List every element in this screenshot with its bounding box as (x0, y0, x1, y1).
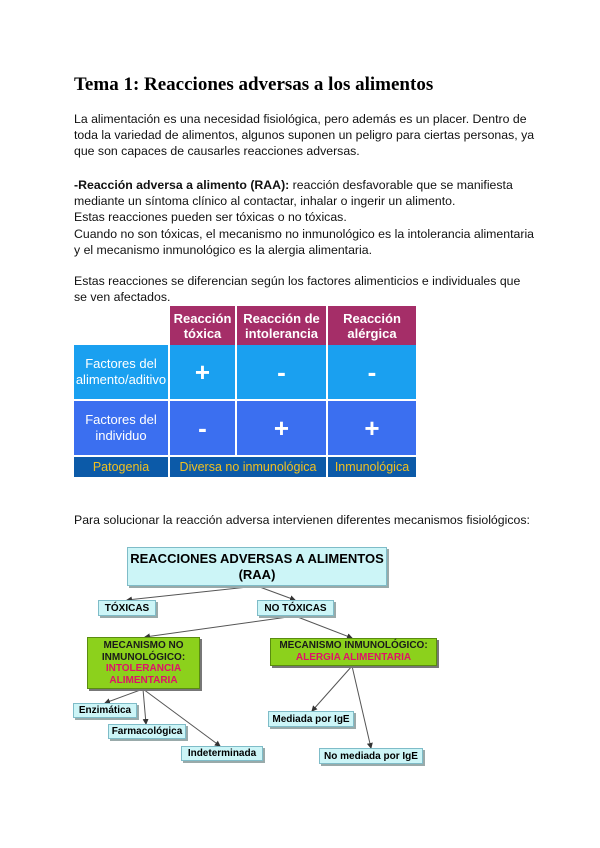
factors-line: Estas reacciones se diferencian según los factores alimenticios e individuales que (74, 274, 521, 288)
intro-paragraph (74, 111, 534, 160)
mechanisms-line: Para solucionar la reacción adversa intervienen diferentes mecanismos fisiológicos: (74, 513, 530, 527)
enzimatica-box: Enzimática (73, 703, 137, 718)
raa-line: Cuando no son tóxicas, el mecanismo no inmunológico es la intolerancia alimentaria (74, 226, 535, 241)
toxicas-box: TÓXICAS (98, 600, 156, 616)
patogenia-diversa: Diversa no inmunológica (170, 457, 328, 477)
mechanisms-paragraph (74, 512, 534, 528)
factors-paragraph (74, 273, 534, 305)
mecanismo-inmunologico-box: MECANISMO INMUNOLÓGICO: ALERGIA ALIMENTARIA (270, 638, 437, 666)
connector-line (145, 616, 295, 637)
farmacologica-box: Farmacológica (108, 724, 186, 739)
header-toxica: Reacción tóxica (170, 306, 237, 345)
page-title: Tema 1: Reacciones adversas a los alimentos (74, 74, 434, 95)
connector-line (143, 689, 146, 724)
raa-diagram (0, 540, 600, 780)
indeterminada-box: Indeterminada (181, 746, 263, 761)
connector-line (352, 666, 371, 748)
value-cell: + (170, 345, 237, 401)
intro-line: que son capaces de causarles reacciones adversas. (74, 144, 360, 159)
value-cell: - (170, 401, 237, 457)
intro-line: La alimentación es una necesidad fisiológica, pero además es un placer. Dentro de (74, 112, 527, 126)
connector-line (295, 616, 352, 638)
connector-line (312, 666, 352, 711)
patogenia-label: Patogenia (74, 457, 170, 477)
value-cell: + (328, 401, 416, 457)
value-cell: - (328, 345, 416, 401)
header-intolerancia: Reacción de intolerancia (237, 306, 328, 345)
connector-line (127, 586, 257, 600)
factors-line: se ven afectados. (74, 290, 171, 305)
raa-paragraph (74, 177, 534, 258)
row-label-alimento: Factores del alimento/aditivo (74, 345, 170, 401)
intro-line: toda la variedad de alimentos, algunos suponen un peligro para ciertas personas, ya (74, 128, 535, 143)
row-label-individuo: Factores del individuo (74, 401, 170, 457)
connector-line (105, 689, 143, 703)
value-cell: - (237, 345, 328, 401)
value-cell: + (237, 401, 328, 457)
raa-line: y el mecanismo inmunológico es la alergia alimentaria. (74, 242, 373, 257)
raa-term: -Reacción adversa a alimento (RAA): (74, 178, 290, 192)
raa-definition: reacción desfavorable que se manifiesta (289, 178, 513, 192)
raa-root-box: REACCIONES ADVERSAS A ALIMENTOS (RAA) (127, 547, 387, 586)
raa-line (74, 177, 534, 193)
no-mediada-ige-box: No mediada por IgE (319, 748, 423, 764)
header-alergica: Reacción alérgica (328, 306, 416, 345)
no-toxicas-box: NO TÓXICAS (257, 600, 334, 616)
mecanismo-no-inmunologico-box: MECANISMO NO INMUNOLÓGICO: INTOLERANCIA ALIMENTARIA (87, 637, 200, 689)
mediada-ige-box: Mediada por IgE (268, 711, 354, 727)
raa-line: Estas reacciones pueden ser tóxicas o no tóxicas. (74, 210, 347, 225)
patogenia-inmunologica: Inmunológica (328, 457, 416, 477)
raa-line: mediante un síntoma clínico al contactar, inhalar o ingerir un alimento. (74, 194, 456, 209)
connector-line (257, 586, 295, 600)
